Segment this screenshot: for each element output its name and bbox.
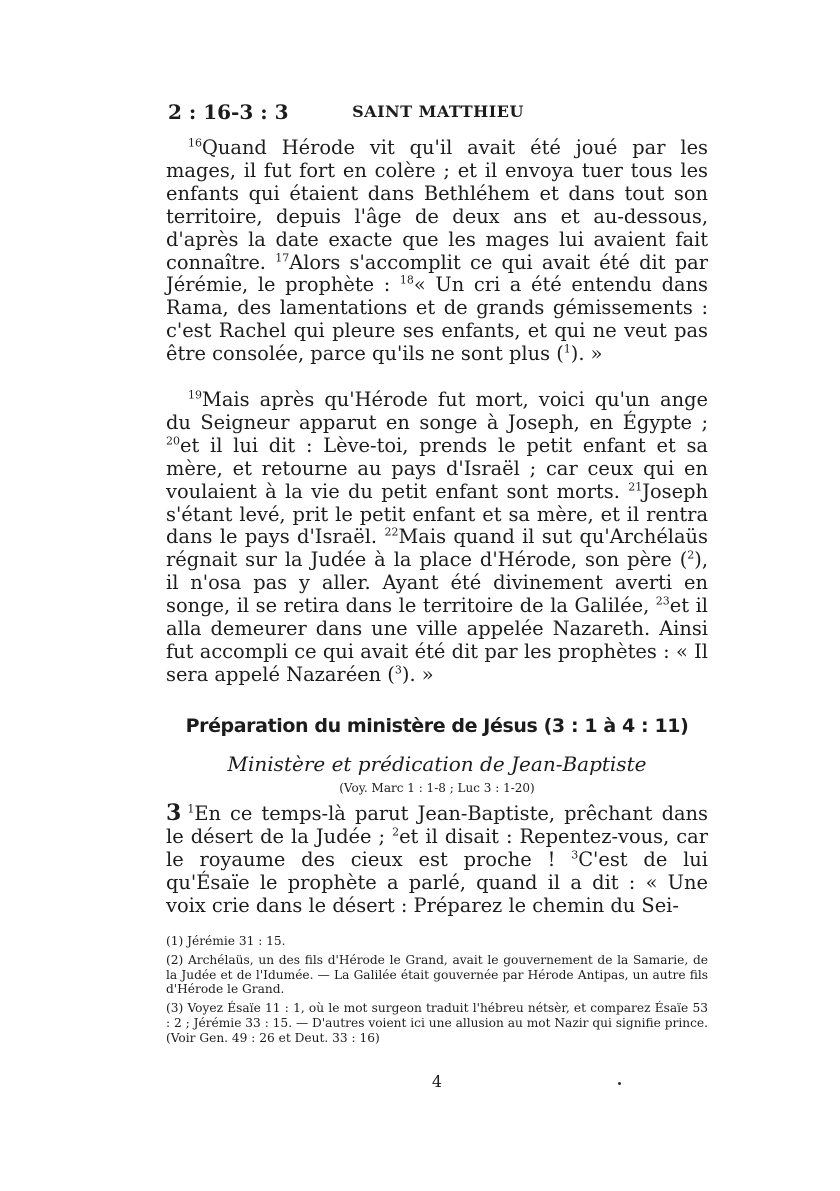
verse-number: 19 — [188, 388, 202, 402]
verse-number: 17 — [275, 251, 290, 265]
verse-text: Mais quand il sut qu'Archélaüs régnait sur la Judée à la place d'Hérode, son père ( — [166, 525, 708, 572]
verse-text: Joseph s'étant levé, prit le petit enfant et sa mère, et il rentra dans le pays d'Israël. — [166, 479, 708, 549]
page-number: 4 — [431, 1072, 443, 1091]
verse-text: ). » — [401, 662, 434, 686]
footnote-ref: 3 — [394, 663, 402, 677]
cross-reference: (Voy. Marc 1 : 1-8 ; Luc 3 : 1-20) — [339, 781, 535, 795]
verse-number: 3 — [571, 848, 579, 862]
verse-number: 23 — [655, 594, 670, 608]
paragraph-chapter-3 — [166, 802, 708, 918]
verse-text: ), il n'osa pas y aller. Ayant été divinement averti en songe, il se retira dans le territoire de la Galilée, — [166, 548, 708, 618]
verse-text: C'est de lui qu'Ésaïe le prophète a parlé, quand il a dit : « Une voix crie dans le désert : Préparez le chemin du Sei- — [166, 847, 709, 917]
verse-number: 16 — [188, 136, 202, 150]
footnote-1: (1) Jérémie 31 : 15. — [166, 934, 286, 948]
paragraph-verses-16-18 — [166, 137, 708, 366]
paragraph-verses-19-23 — [166, 389, 708, 687]
footnote-ref: 1 — [563, 342, 571, 356]
verse-number: 2 — [392, 825, 400, 839]
chapter-number: 3 — [166, 800, 182, 826]
footnote-3: (3) Voyez Ésaïe 11 : 1, où le mot surgeon traduit l'hébreu nétsèr, et comparez Ésaïe 53 : 2 ; Jérémie 33 : 15. — D'autres voient ici une allusion au mot Nazir qui signifie prince. (Voir Gen. 49 : 26 et Deut. 33 : 16) — [166, 1001, 708, 1045]
print-speck — [618, 1082, 621, 1085]
verse-text: Alors s'accomplit ce qui avait été dit par Jérémie, le prophète : — [166, 250, 708, 297]
section-subtitle: Ministère et prédication de Jean-Baptiste — [227, 752, 647, 776]
verse-number: 1 — [187, 802, 195, 816]
verse-number: 18 — [399, 273, 414, 287]
verse-text: et il lui dit : Lève-toi, prends le petit enfant et sa mère, et retourne au pays d'Israël ; car ceux qui en voulaient à la vie du petit enfant sont morts. — [166, 433, 708, 503]
running-header — [168, 100, 708, 124]
footnote-2: (2) Archélaüs, un des fils d'Hérode le Grand, avait le gouvernement de la Samarie, de la Judée et de l'Idumée. — La Galilée était gouvernée par Hérode Antipas, un autre fils d'Hérode le Grand. — [166, 952, 708, 997]
footnote-ref: 2 — [687, 548, 695, 562]
footnotes — [166, 934, 708, 1050]
verse-number: 22 — [384, 525, 399, 539]
verse-text: et il alla demeurer dans une ville appelée Nazareth. Ainsi fut accompli ce qui avait été dit par les prophètes : « Il sera appelé Nazaréen ( — [166, 594, 708, 686]
verse-number: 21 — [628, 480, 643, 494]
verse-text: ). » — [570, 342, 603, 366]
verse-text: et il disait : Repentez-vous, car le royaume des cieux est proche ! — [166, 824, 708, 871]
section-title: Préparation du ministère de Jésus (3 : 1 à 4 : 11) — [185, 715, 689, 737]
verse-text: « Un cri a été entendu dans Rama, des lamentations et de grands gémissements : c'est Rachel qui pleure ses enfants, et qui ne veut pas être consolée, parce qu'ils ne sont plus ( — [166, 273, 709, 366]
verse-text: Mais après qu'Hérode fut mort, voici qu'un ange du Seigneur apparut en songe à Joseph, en Égypte ; — [166, 388, 708, 434]
verse-text: Quand Hérode vit qu'il avait été joué par les mages, il fut fort en colère ; et il envoya tuer tous les enfants qui étaient dans Bethléhem et dans tout son territoire, depuis l'âge de deux ans et au-dessous, d'après la date exacte que les mages lui avaient fait connaître. — [166, 136, 708, 274]
verse-text: En ce temps-là parut Jean-Baptiste, prêchant dans le désert de la Judée ; — [166, 802, 708, 848]
book-title: SAINT MATTHIEU — [352, 102, 524, 121]
verse-number: 20 — [166, 434, 180, 448]
chapter-verse-range: 2 : 16-3 : 3 — [168, 100, 289, 124]
